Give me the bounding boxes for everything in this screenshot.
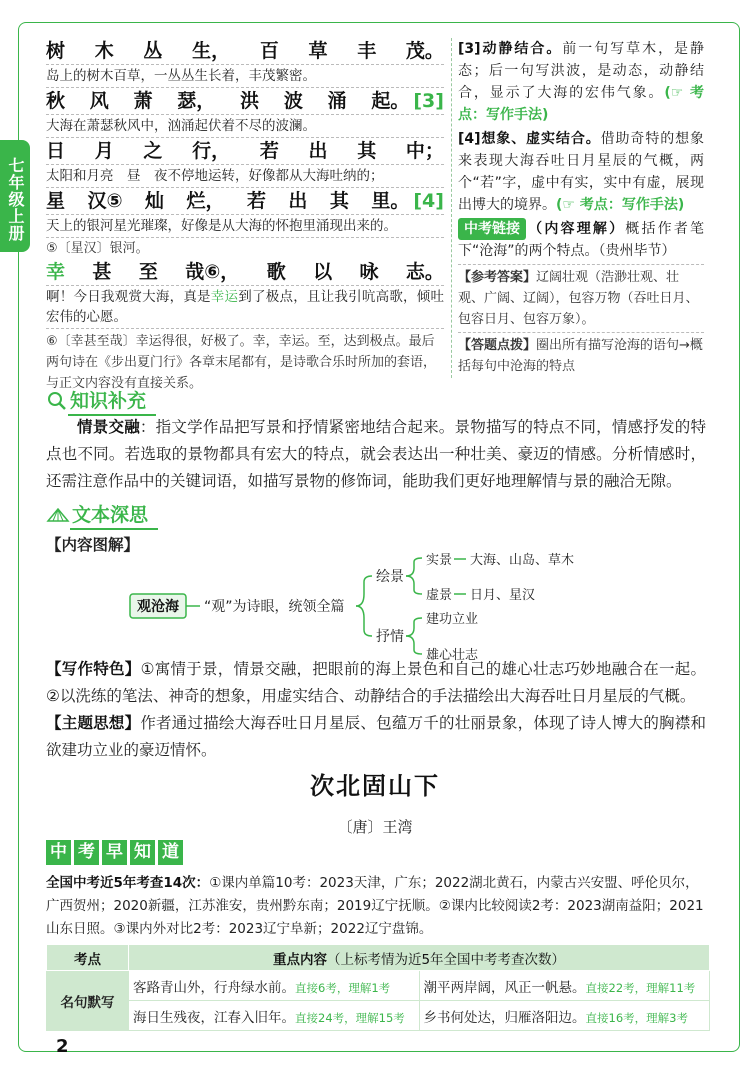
poem-char: 咏 bbox=[359, 261, 379, 283]
virtual-scene-items: 日月、星汉 bbox=[470, 588, 536, 603]
poem-char: 以 bbox=[313, 261, 333, 283]
poem-char: 至 bbox=[138, 261, 158, 283]
poem-char: 志。 bbox=[405, 261, 444, 283]
poem-char: 若 bbox=[259, 140, 279, 162]
banner-char: 道 bbox=[158, 840, 183, 865]
annotation-3: [3]动静结合。前一句写草木，是静态；后一句写洪波，是动态，动静结合，显示了大海的宏伟气象。(☞ 考点：写作手法) bbox=[458, 41, 705, 123]
poem-translation: 天上的银河星光璀璨，好像是从大海的怀抱里涌现出来的。 bbox=[46, 214, 444, 238]
poem-char: 洪 bbox=[240, 90, 260, 112]
poem-line bbox=[46, 88, 444, 114]
note-6: ⑥〔幸甚至哉〕幸运得很，好极了。幸，幸运。至，达到极点。最后两句诗在《步出夏门行》各章末尾都有，是诗歌合乐时所加的套语，与正文内容没有直接关系。 bbox=[46, 334, 437, 391]
table-header-content: 重点内容（上标考情为近5年全国中考考查次数） bbox=[129, 945, 710, 971]
poem-char: 木 bbox=[94, 40, 114, 62]
poem-char: 汉⑤ bbox=[87, 190, 123, 212]
poem-char: 百 bbox=[259, 40, 279, 62]
key-points-table bbox=[46, 944, 710, 1031]
table-cell bbox=[129, 971, 420, 1001]
annotation-column bbox=[458, 38, 704, 377]
poem-line bbox=[46, 188, 444, 214]
poem-char: 行， bbox=[192, 140, 231, 162]
quote-text: 客路青山外，行舟绿水前。 bbox=[133, 979, 295, 996]
real-scene-items: 大海、山岛、草木 bbox=[470, 553, 575, 568]
divider bbox=[458, 332, 704, 333]
exam-history: 全国中考近5年考查14次：①课内单篇10考：2023天津，广东；2022湖北黄石，内蒙古兴安盟、呼伦贝尔，广西贺州；2020新疆，江苏淮安，贵州黔东南；2019辽宁抚顺。②课内比较阅读2考：2023湖南益阳；2021山东日照。③课内外对比2考：2023辽宁阜新；2022辽宁盘锦。 bbox=[46, 875, 704, 937]
note-5: ⑤〔星汉〕银河。 bbox=[46, 241, 149, 256]
diagram-root-desc: “观”为诗眼，统领全篇 bbox=[204, 599, 345, 615]
exam-point-tag: (☞ 考点：写作手法) bbox=[556, 197, 685, 213]
poem-line bbox=[46, 138, 444, 164]
annotation-marker: [3] bbox=[413, 90, 444, 112]
grade-side-tab: 七年级上册 bbox=[0, 140, 30, 252]
poem-char: 萧 bbox=[133, 90, 153, 112]
poem-char: 出 bbox=[308, 140, 328, 162]
poem-char: 风 bbox=[89, 90, 109, 112]
poem-char: 起。 [3] bbox=[371, 90, 444, 112]
exam-count-hint: 直接22考，理解11考 bbox=[585, 980, 696, 995]
poem-char: 波 bbox=[283, 90, 303, 112]
poem-translation: 太阳和月亮 昼 夜不停地运转，好像都从大海吐纳的； bbox=[46, 164, 444, 188]
poem-char: 草 bbox=[308, 40, 328, 62]
content-diagram bbox=[46, 552, 726, 662]
poem-char: 月 bbox=[94, 140, 114, 162]
poem-char: 丛 bbox=[143, 40, 163, 62]
poem-translation: 岛上的树木百草，一丛丛生长着，丰茂繁密。 bbox=[46, 64, 444, 88]
quote-text: 海日生残夜，江春入旧年。 bbox=[133, 1009, 295, 1026]
diagram-root: 观沧海 bbox=[137, 599, 179, 615]
fan-icon bbox=[46, 505, 70, 525]
page-number: 2 bbox=[56, 1036, 69, 1057]
real-scene-label: 实景 bbox=[426, 553, 453, 568]
poem-char: 甚 bbox=[92, 261, 112, 283]
quote-text: 乡书何处达，归雁洛阳边。 bbox=[423, 1009, 586, 1026]
reference-answer: 【参考答案】辽阔壮观（浩渺壮观、壮观、广阔、辽阔），包容万物（吞吐日月、包容日月、包容万象）。 bbox=[458, 270, 699, 327]
poem-char: 之 bbox=[143, 140, 163, 162]
table-row-head: 名句默写 bbox=[47, 971, 129, 1031]
poem-char: 秋 bbox=[46, 90, 66, 112]
poem-author: 〔唐〕王湾 bbox=[337, 818, 413, 836]
table-cell bbox=[419, 971, 710, 1001]
poem-char: 烂， bbox=[186, 190, 225, 212]
poem-char: 中； bbox=[405, 140, 444, 162]
quote-text: 潮平两岸阔，风正一帆悬。 bbox=[423, 979, 586, 996]
poem-translation: 大海在萧瑟秋风中，汹涌起伏着不尽的波澜。 bbox=[46, 114, 444, 138]
writing-features: 【写作特色】①寓情于景，情景交融，把眼前的海上景色和自己的雄心壮志巧妙地融合在一起。②以洗练的笔法、神奇的想象，用虚实结合、动静结合的手法描绘出大海吞吐日月星辰的气概。 bbox=[46, 660, 706, 705]
table-row bbox=[47, 1001, 710, 1031]
exam-count-hint: 直接24考，理解15考 bbox=[295, 1010, 405, 1025]
poem-line bbox=[46, 38, 444, 64]
exam-count-hint: 直接16考，理解3考 bbox=[585, 1010, 688, 1025]
poem-char: 生， bbox=[192, 40, 231, 62]
annotation-4: [4]想象、虚实结合。借助奇特的想象来表现大海吞吐日月星辰的气概，两个“若”字，虚中有实，实中有虚，展现出博大的境界。(☞ 考点：写作手法) bbox=[458, 131, 705, 213]
poem-char: 其 bbox=[357, 140, 377, 162]
column-divider bbox=[451, 38, 452, 378]
divider bbox=[458, 264, 704, 265]
annotation-marker: [4] bbox=[413, 190, 444, 212]
emotion-item-1: 建功立业 bbox=[426, 612, 479, 627]
exam-link: 中考链接 （内容理解）概括作者笔下“沧海”的两个特点。（贵州毕节） bbox=[458, 218, 704, 262]
knowledge-section-header: 知识补充 bbox=[46, 386, 156, 416]
virtual-scene-label: 虚景 bbox=[426, 588, 453, 603]
answer-tip: 【答题点拨】圈出所有描写沧海的语句→概括每句中沧海的特点 bbox=[458, 338, 703, 374]
deep-section-header: 文本深思 bbox=[46, 500, 158, 530]
theme-idea: 【主题思想】作者通过描绘大海吞吐日月星辰、包蕴万千的壮丽景象，体现了诗人博大的胸襟和欲建功立业的豪迈情怀。 bbox=[46, 714, 706, 759]
poem-char: 丰 bbox=[357, 40, 377, 62]
poem-char: 歌 bbox=[266, 261, 286, 283]
exam-point-tag: (☞ 考点：写作手法) bbox=[458, 85, 705, 123]
poem-char: 树 bbox=[46, 40, 66, 62]
exam-link-badge: 中考链接 bbox=[458, 218, 526, 240]
table-cell bbox=[129, 1001, 420, 1031]
poem-char: 涌 bbox=[327, 90, 347, 112]
poem-column bbox=[46, 38, 444, 394]
poem-char: 日 bbox=[46, 140, 66, 162]
poem-char: 出 bbox=[288, 190, 308, 212]
banner-char: 中 bbox=[46, 840, 71, 865]
magnifier-icon bbox=[46, 390, 68, 412]
poem-char: 幸 bbox=[46, 261, 66, 283]
banner-char: 考 bbox=[74, 840, 99, 865]
branch-emotion: 抒情 bbox=[376, 629, 404, 645]
poem-title: 次北固山下 bbox=[310, 772, 440, 800]
poem-char: 茂。 bbox=[405, 40, 444, 62]
translation-last: 啊！今日我观赏大海，真是幸运到了极点，且让我引吭高歌，倾吐宏伟的心愿。 bbox=[46, 285, 444, 329]
exam-preview-banner bbox=[46, 840, 183, 865]
table-row bbox=[47, 971, 710, 1001]
poem-char: 其 bbox=[329, 190, 349, 212]
table-header-point: 考点 bbox=[47, 945, 129, 971]
poem-char: 里。 [4] bbox=[371, 190, 444, 212]
poem-char: 哉⑥， bbox=[185, 261, 240, 283]
banner-char: 早 bbox=[102, 840, 127, 865]
poem-char: 星 bbox=[46, 190, 66, 212]
diagram-label: 【内容图解】 bbox=[46, 536, 140, 554]
knowledge-paragraph: 情景交融：指文学作品把写景和抒情紧密地结合起来。景物描写的特点不同，情感抒发的特点也不同。若选取的景物都具有宏大的特点，就会表达出一种壮美、豪迈的情感。分析情感时，还需注意作品中的关键词语，如描写景物的修饰词，能助我们更好地理解情与景的融洽无隙。 bbox=[46, 418, 706, 490]
branch-scenery: 绘景 bbox=[376, 569, 404, 585]
exam-count-hint: 直接6考，理解1考 bbox=[295, 980, 391, 995]
poem-char: 若 bbox=[246, 190, 266, 212]
poem-char: 瑟， bbox=[177, 90, 216, 112]
banner-char: 知 bbox=[130, 840, 155, 865]
table-cell bbox=[419, 1001, 710, 1031]
poem-char: 灿 bbox=[145, 190, 165, 212]
poem-line-last bbox=[46, 259, 444, 285]
emotion-item-2: 雄心壮志 bbox=[426, 648, 479, 662]
